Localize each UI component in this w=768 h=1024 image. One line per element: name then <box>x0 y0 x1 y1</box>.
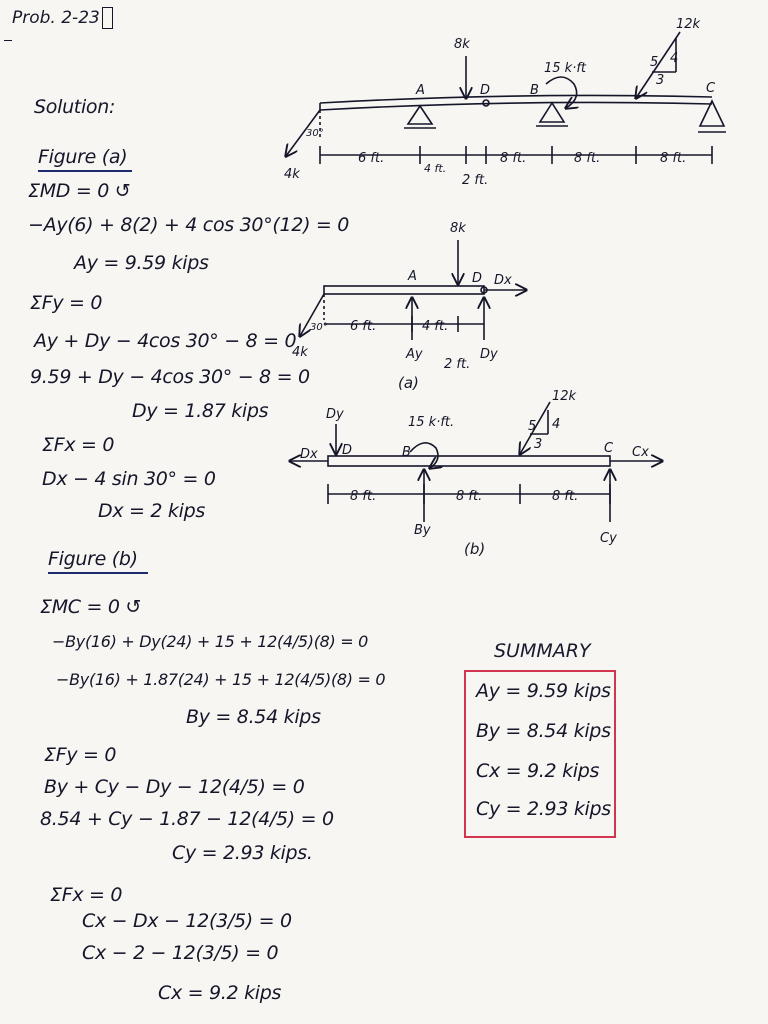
eq-b-11: Cx − 2 − 12(3/5) = 0 <box>82 942 279 964</box>
solution-heading: Solution: <box>34 96 116 118</box>
eq-a-10: Dx = 2 kips <box>98 500 205 522</box>
fbd-b-ratio-3: 3 <box>534 437 543 452</box>
fbd-b-diagram <box>290 402 662 522</box>
fbd-a-angle-30: 30° <box>310 322 328 333</box>
fbd-b-label-12k: 12k <box>552 389 577 404</box>
fbd-a-label-d: D <box>472 271 483 286</box>
main-support-c <box>700 101 724 126</box>
fbd-b-ratio-5: 5 <box>528 419 537 434</box>
fbd-a-label-dx: Dx <box>494 273 512 288</box>
main-ratio-4: 4 <box>670 51 679 66</box>
eq-a-6: 9.59 + Dy − 4cos 30° − 8 = 0 <box>30 366 310 388</box>
fbd-a-label-8k: 8k <box>450 221 466 236</box>
fbd-a-labels <box>292 221 512 392</box>
eq-a-2: −Ay(6) + 8(2) + 4 cos 30°(12) = 0 <box>28 214 350 236</box>
eq-a-4: ΣFy = 0 <box>30 292 103 314</box>
eq-b-1: ΣMC = 0 ↺ <box>40 596 142 618</box>
eq-b-6: By + Cy − Dy − 12(4/5) = 0 <box>44 776 305 798</box>
eq-b-2: −By(16) + Dy(24) + 15 + 12(4/5)(8) = 0 <box>52 632 369 651</box>
fbd-b-label-dx: Dx <box>300 447 318 462</box>
eq-b-5: ΣFy = 0 <box>44 744 117 766</box>
fbd-b-label-d: D <box>342 443 353 458</box>
eq-b-7: 8.54 + Cy − 1.87 − 12(4/5) = 0 <box>40 808 334 830</box>
eq-b-8: Cy = 2.93 kips. <box>172 842 313 864</box>
fbd-b-label-cx: Cx <box>632 445 649 460</box>
main-beam-diagram <box>286 32 726 164</box>
main-dim-2ft: 2 ft. <box>462 173 489 188</box>
fbd-b-label-cy: Cy <box>600 531 617 546</box>
eq-a-1: ΣMD = 0 ↺ <box>28 180 131 202</box>
fbd-b-label-dy: Dy <box>326 407 344 422</box>
fbd-b-label-by: By <box>414 523 431 538</box>
summary-item: By = 8.54 kips <box>476 720 611 742</box>
fbd-b-labels <box>300 389 649 558</box>
main-label-4k: 4k <box>284 167 300 182</box>
eq-a-9: Dx − 4 sin 30° = 0 <box>42 468 216 490</box>
summary-title: SUMMARY <box>494 640 591 662</box>
summary-item: Cy = 2.93 kips <box>476 798 611 820</box>
main-label-12k: 12k <box>676 17 701 32</box>
eq-b-3: −By(16) + 1.87(24) + 15 + 12(4/5)(8) = 0 <box>56 670 386 689</box>
main-dim: 4 ft. <box>424 162 447 175</box>
main-label-d: D <box>480 83 491 98</box>
fbd-a-label-4k: 4k <box>292 345 308 360</box>
summary-item: Cx = 9.2 kips <box>476 760 600 782</box>
main-angle-30: 30° <box>306 128 324 139</box>
main-ratio-5: 5 <box>650 55 659 70</box>
main-dim: 8 ft. <box>574 151 601 166</box>
fbd-a-beam <box>324 286 484 294</box>
main-beam-bottom <box>320 102 712 110</box>
main-dim: 6 ft. <box>358 151 385 166</box>
eq-b-4: By = 8.54 kips <box>186 706 321 728</box>
fbd-a-label-dy: Dy <box>480 347 498 362</box>
main-label-moment: 15 k·ft <box>544 61 587 76</box>
main-support-b <box>540 103 564 122</box>
eq-a-7: Dy = 1.87 kips <box>132 400 269 422</box>
fbd-b-label-b: B <box>402 445 411 460</box>
fbd-b-label-c: C <box>604 441 614 456</box>
figure-b-heading: Figure (b) <box>48 548 148 574</box>
fbd-a-dim-2: 2 ft. <box>444 357 471 372</box>
eq-a-8: ΣFx = 0 <box>42 434 115 456</box>
fbd-b-ratio-4: 4 <box>552 417 561 432</box>
main-label-a: A <box>416 83 425 98</box>
main-dim: 8 ft. <box>660 151 687 166</box>
fbd-a-dim-6: 6 ft. <box>350 319 377 334</box>
fbd-a-caption: (a) <box>398 374 419 392</box>
figure-a-heading: Figure (a) <box>38 146 132 172</box>
fbd-a-label-ay: Ay <box>406 347 423 362</box>
eq-b-12: Cx = 9.2 kips <box>158 982 282 1004</box>
eq-b-10: Cx − Dx − 12(3/5) = 0 <box>82 910 292 932</box>
fbd-a-dim-4: 4 ft. <box>422 319 449 334</box>
fbd-b-dim: 8 ft. <box>350 489 377 504</box>
fbd-a-diagram <box>300 240 526 340</box>
fbd-a-label-a: A <box>408 269 417 284</box>
problem-label-text: Prob. 2-23 <box>12 8 100 28</box>
fbd-b-dim: 8 ft. <box>552 489 579 504</box>
main-label-8k: 8k <box>454 37 470 52</box>
main-label-c: C <box>706 81 716 96</box>
fbd-b-label-moment: 15 k·ft. <box>408 415 455 430</box>
eq-a-5: Ay + Dy − 4cos 30° − 8 = 0 <box>34 330 297 352</box>
summary-item: Ay = 9.59 kips <box>476 680 611 702</box>
main-dim: 8 ft. <box>500 151 527 166</box>
main-support-a <box>408 106 432 124</box>
fbd-b-caption: (b) <box>464 540 486 558</box>
main-beam-top <box>320 95 712 103</box>
eq-b-9: ΣFx = 0 <box>50 884 123 906</box>
main-label-b: B <box>530 83 539 98</box>
main-ratio-3: 3 <box>656 73 665 88</box>
eq-a-3: Ay = 9.59 kips <box>74 252 209 274</box>
fbd-b-beam <box>328 456 610 466</box>
fbd-b-dim: 8 ft. <box>456 489 483 504</box>
